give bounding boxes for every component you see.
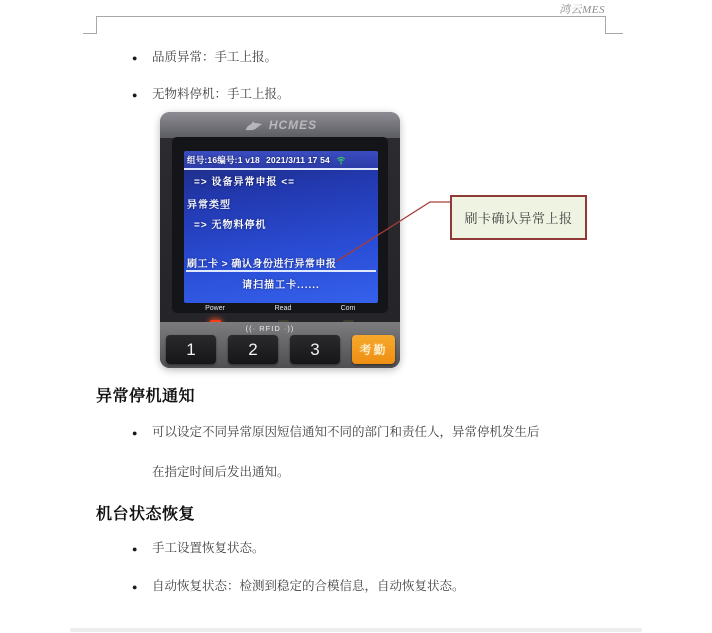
page-bottom-bar [70, 628, 642, 632]
rfid-label: ((· RFID ·)) [245, 324, 295, 333]
screen-divider [186, 270, 376, 272]
screen-menu-title: => 设备异常申报 <= [194, 177, 295, 188]
led-read-label: Read [274, 305, 292, 312]
screen-selected-type: => 无物料停机 [194, 220, 267, 231]
device-photo [160, 112, 400, 368]
device-screen [184, 151, 378, 303]
led-power-label: Power [205, 305, 225, 312]
list-item: ● 手工设置恢复状态。 [132, 541, 265, 556]
section-heading: 异常停机通知 [96, 388, 196, 405]
device-keypad [160, 322, 400, 368]
callout-box [450, 195, 587, 240]
header-brand: 鸿云MES [559, 4, 605, 16]
callout-label: 刷卡确认异常上报 [464, 211, 573, 226]
list-item: ● 自动恢复状态：检测到稳定的合模信息，自动恢复状态。 [132, 579, 465, 594]
signal-icon [336, 155, 346, 165]
key-2[interactable]: 2 [228, 335, 278, 364]
header-rule-left-foot [83, 33, 97, 34]
list-item: ● 可以设定不同异常原因短信通知不同的部门和责任人，异常停机发生后 [132, 425, 540, 440]
screen-scan-hint: 请扫描工卡...... [242, 280, 320, 291]
key-attendance[interactable]: 考勤 [352, 335, 395, 364]
screen-prompt: 刷工卡 > 确认身份进行异常申报 [187, 259, 337, 270]
screen-status-bar [184, 151, 378, 170]
header-rule-left-tick [96, 16, 97, 33]
hcmes-logo-text: HCMES [268, 118, 318, 132]
led-row [160, 304, 400, 322]
status-device-id: 组号:16编号:1 v18 [187, 154, 260, 165]
hcmes-bird-logo-icon [243, 119, 265, 132]
led-com-label: Com [340, 305, 356, 312]
status-datetime: 2021/3/11 17 54 [266, 154, 330, 165]
screen-bezel [172, 137, 388, 313]
section-heading: 机台状态恢复 [96, 506, 196, 523]
list-item: ● 品质异常：手工上报。 [132, 50, 277, 65]
header-rule-right-foot [605, 33, 623, 34]
key-1[interactable]: 1 [166, 335, 216, 364]
key-3[interactable]: 3 [290, 335, 340, 364]
screen-type-label: 异常类型 [187, 200, 231, 211]
list-item-continuation: 在指定时间后发出通知。 [152, 465, 290, 479]
list-item: ● 无物料停机：手工上报。 [132, 87, 290, 102]
header-rule [96, 16, 605, 17]
device-top-bezel [160, 112, 400, 138]
header-rule-right-tick [605, 16, 606, 33]
